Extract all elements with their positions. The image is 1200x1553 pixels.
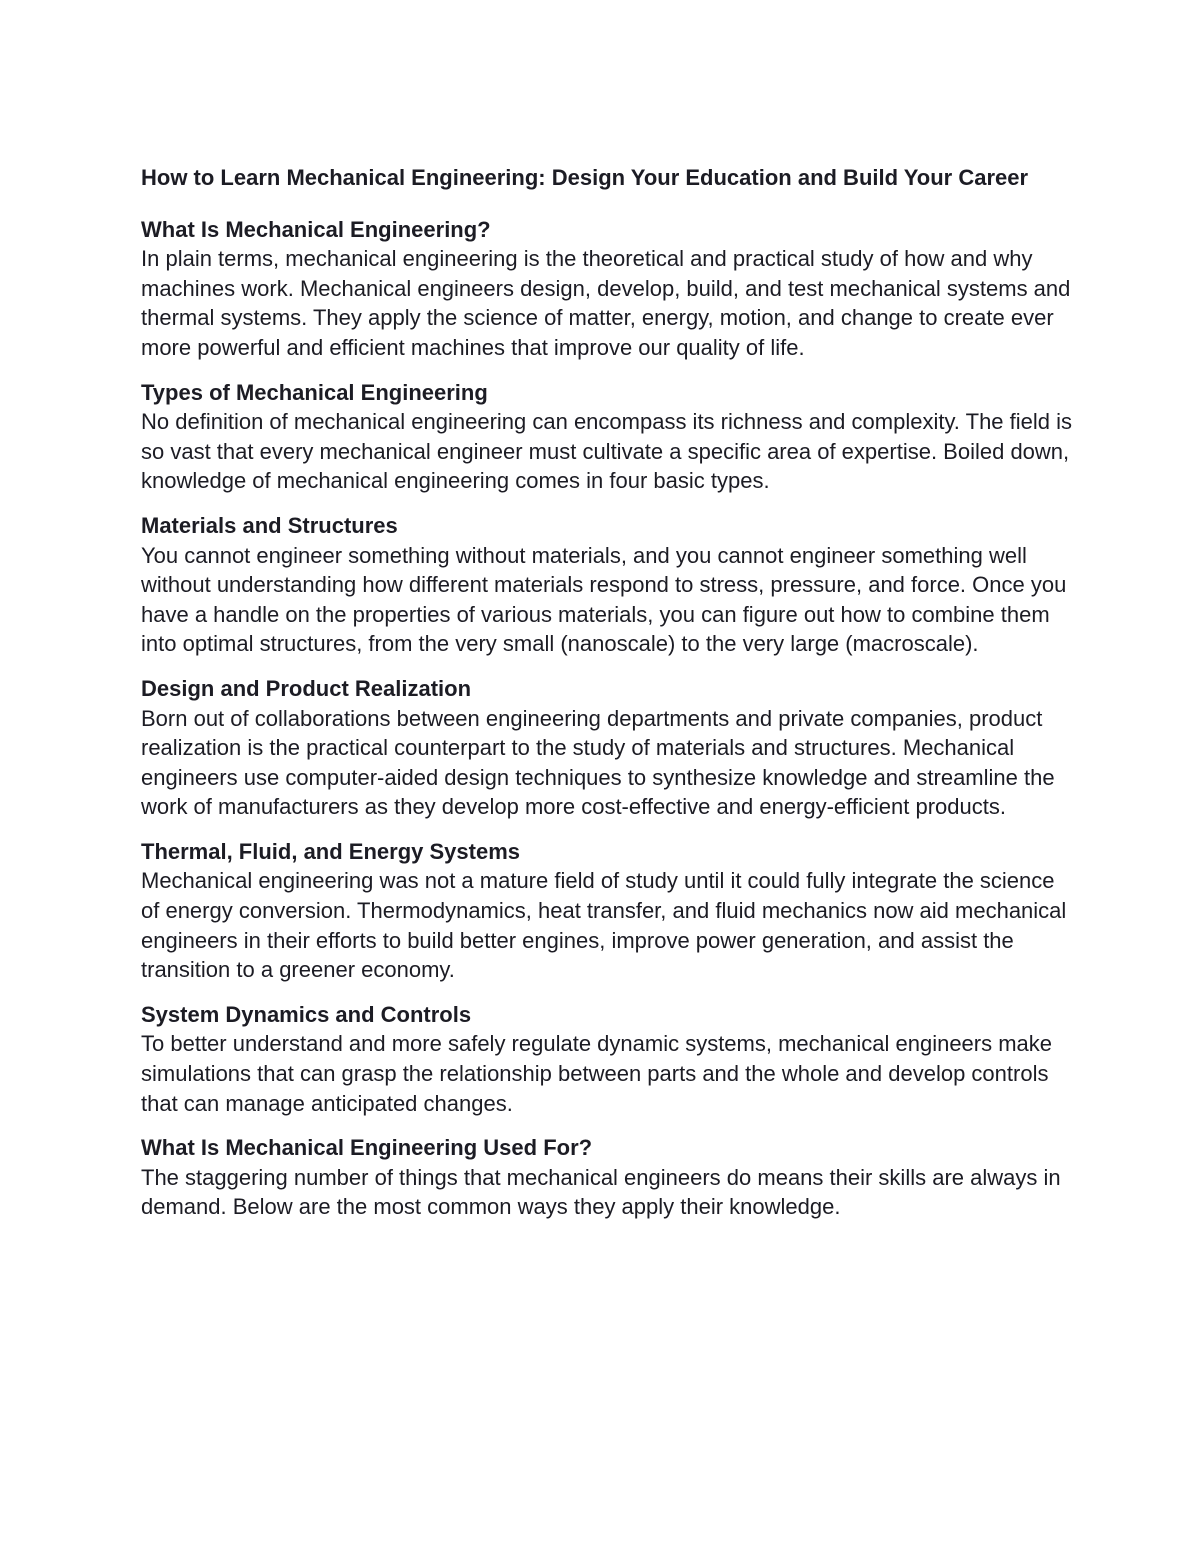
document-page bbox=[141, 163, 1076, 1237]
section-paragraph: Born out of collaborations between engineering departments and private companies, product realization is the practical counterpart to the study of materials and structures. Mechanical engineers use computer-aided design techniques to synthesize knowledge and streamline the work of manufacturers as they develop more cost-effective and energy-efficient products. bbox=[141, 705, 1055, 820]
section-heading: System Dynamics and Controls bbox=[141, 1001, 472, 1027]
section-heading: What Is Mechanical Engineering? bbox=[141, 216, 491, 242]
document-title: How to Learn Mechanical Engineering: Design Your Education and Build Your Career bbox=[141, 165, 1029, 190]
section-types-of-mechanical-engineering bbox=[141, 378, 1076, 496]
section-system-dynamics-and-controls bbox=[141, 1000, 1076, 1118]
section-paragraph: The staggering number of things that mechanical engineers do means their skills are always in demand. Below are the most common ways they apply their knowledge. bbox=[141, 1164, 1061, 1220]
section-paragraph: In plain terms, mechanical engineering is the theoretical and practical study of how and why machines work. Mechanical engineers design, develop, build, and test mechanical systems and thermal systems. They apply the science of matter, energy, motion, and change to create ever more powerful and efficient machines that improve our quality of life. bbox=[141, 246, 1071, 360]
section-heading: Design and Product Realization bbox=[141, 675, 472, 701]
section-paragraph: To better understand and more safely regulate dynamic systems, mechanical engineers make simulations that can grasp the relationship between parts and the whole and develop controls that can manage anticipated changes. bbox=[141, 1031, 1053, 1116]
section-heading: Thermal, Fluid, and Energy Systems bbox=[141, 838, 520, 864]
section-paragraph: Mechanical engineering was not a mature field of study until it could fully integrate the science of energy conversion. Thermodynamics, heat transfer, and fluid mechanics now aid mechanical engineers in their efforts to build better engines, improve power generation, and assist the transition to a greener economy. bbox=[141, 868, 1067, 983]
section-heading: Materials and Structures bbox=[141, 512, 398, 538]
section-materials-and-structures bbox=[141, 511, 1076, 659]
section-what-is-mechanical-engineering-used-for bbox=[141, 1133, 1076, 1222]
section-heading: What Is Mechanical Engineering Used For? bbox=[141, 1135, 593, 1161]
section-thermal-fluid-energy-systems bbox=[141, 837, 1076, 985]
section-what-is-mechanical-engineering bbox=[141, 215, 1076, 363]
section-paragraph: No definition of mechanical engineering can encompass its richness and complexity. The field is so vast that every mechanical engineer must cultivate a specific area of expertise. Boiled down, knowledge of mechanical engineering comes in four basic types. bbox=[141, 409, 1073, 494]
section-design-and-product-realization bbox=[141, 674, 1076, 822]
section-heading: Types of Mechanical Engineering bbox=[141, 379, 488, 405]
section-paragraph: You cannot engineer something without materials, and you cannot engineer something well without understanding how different materials respond to stress, pressure, and force. Once you have a handle on the properties of various materials, you can figure out how to combine them into optimal structures, from the very small (nanoscale) to the very large (macroscale). bbox=[141, 542, 1067, 657]
